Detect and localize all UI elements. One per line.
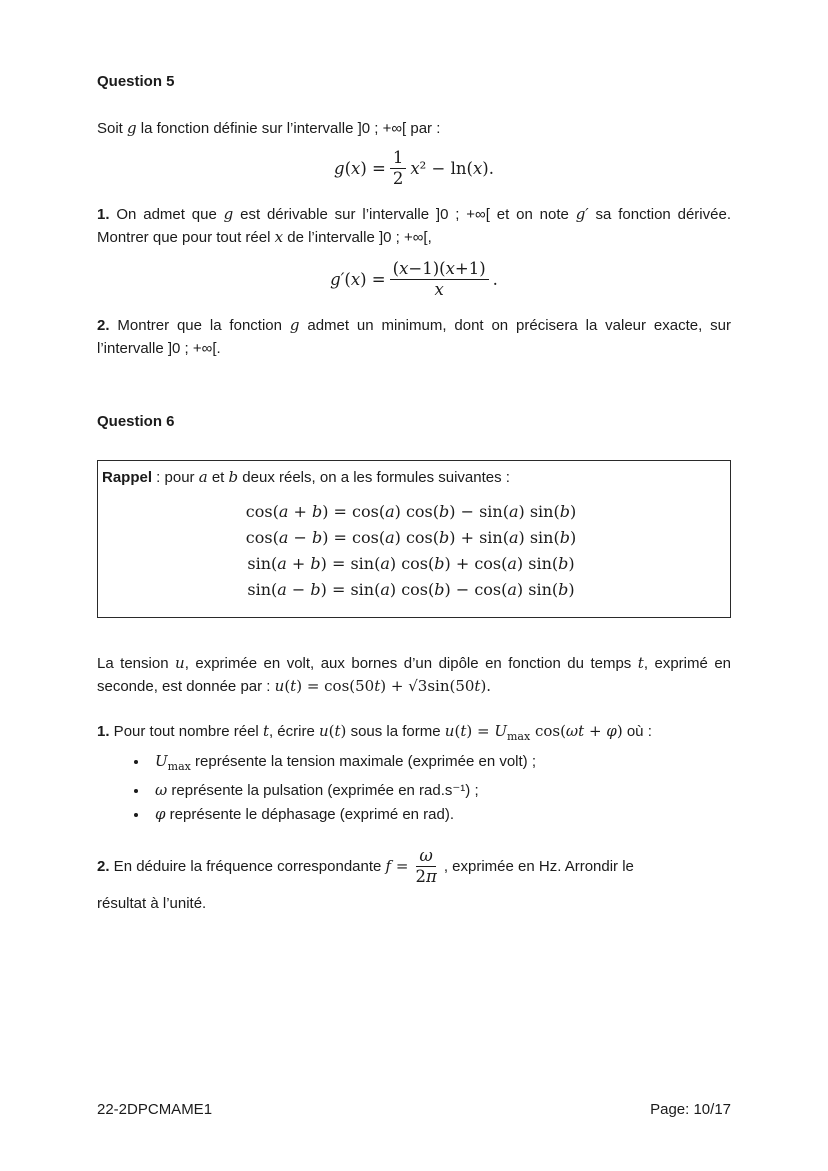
formula-g xyxy=(97,148,731,189)
trig-formula-cos-diff: cos(a − b) = cos(a) cos(b) + sin(a) sin(b) xyxy=(245,528,577,547)
question5-heading: Question 5 xyxy=(97,73,175,90)
question6-item2 xyxy=(97,842,731,890)
fraction-numerator: ω xyxy=(416,846,435,867)
formula-g-lhs: g(x) = xyxy=(334,158,386,178)
fraction xyxy=(390,259,489,300)
question6-heading: Question 6 xyxy=(97,413,175,430)
fraction-omega-2pi xyxy=(412,846,439,887)
question5-item2: 2. Montrer que la fonction g admet un minimum, dont on précisera la valeur exacte, sur l’intervalle ]0 ; +∞[. xyxy=(97,316,731,357)
document-reference: 22-2DPCMAME1 xyxy=(97,1101,213,1118)
fraction-numerator: 1 xyxy=(390,148,407,169)
formula-g-prime-rhs: . xyxy=(492,269,498,289)
question6-item2-post: , exprimée en Hz. Arrondir le xyxy=(443,857,634,875)
fraction-numerator: (x−1)(x+1) xyxy=(390,259,489,280)
trig-formula-cos-sum: cos(a + b) = cos(a) cos(b) − sin(a) sin(b) xyxy=(245,502,577,521)
bullet-omega: • ω représente la pulsation (exprimée en rad.s⁻¹) ; xyxy=(149,779,731,802)
fraction xyxy=(390,148,407,189)
rappel-intro: Rappel : pour a et b deux réels, on a les formules suivantes : xyxy=(102,468,510,486)
bullet-umax: • $U_{max}$ représente la tension maximale (exprimée en volt) ; xyxy=(149,750,731,778)
formula-g-rhs: x² − ln(x). xyxy=(410,158,494,178)
rappel-box xyxy=(97,460,731,618)
question6-bullet-list xyxy=(97,750,731,826)
question6-item2-pre: 2. En déduire la fréquence correspondante f = xyxy=(97,856,409,875)
question6-intro: La tension u, exprimée en volt, aux bornes d’un dipôle en fonction du temps t, exprimé en seconde, est donnée par : u(t) = cos(50t) + √3sin(50t). xyxy=(97,654,732,695)
question5-item1: 1. On admet que g est dérivable sur l’intervalle ]0 ; +∞[ et on note g′ sa fonction dérivée. Montrer que pour tout réel x de l’intervalle ]0 ; +∞[, xyxy=(97,205,731,246)
question6-item2-line2: résultat à l’unité. xyxy=(97,895,207,912)
fraction-denominator: x xyxy=(434,280,444,299)
formula-g-prime xyxy=(97,259,731,300)
fraction-denominator: 2π xyxy=(415,866,437,886)
page-number: Page: 10/17 xyxy=(650,1101,731,1118)
trig-formula-sin-sum: sin(a + b) = sin(a) cos(b) + cos(a) sin(b) xyxy=(247,554,575,573)
page-footer xyxy=(97,1098,731,1121)
fraction-denominator: 2 xyxy=(392,169,404,188)
bullet-phi: • φ représente le déphasage (exprimé en rad). xyxy=(149,803,731,826)
question5-intro: Soit g la fonction définie sur l’intervalle ]0 ; +∞[ par : xyxy=(97,119,441,137)
formula-g-prime-lhs: g′(x) = xyxy=(330,269,386,289)
question6-item1: 1. Pour tout nombre réel t, écrire u(t) sous la forme $u(t) = U_{max}$ cos(ωt + φ) où : xyxy=(97,722,652,743)
trig-formula-sin-diff: sin(a − b) = sin(a) cos(b) − cos(a) sin(b) xyxy=(247,580,575,599)
trig-formulas xyxy=(102,499,720,603)
